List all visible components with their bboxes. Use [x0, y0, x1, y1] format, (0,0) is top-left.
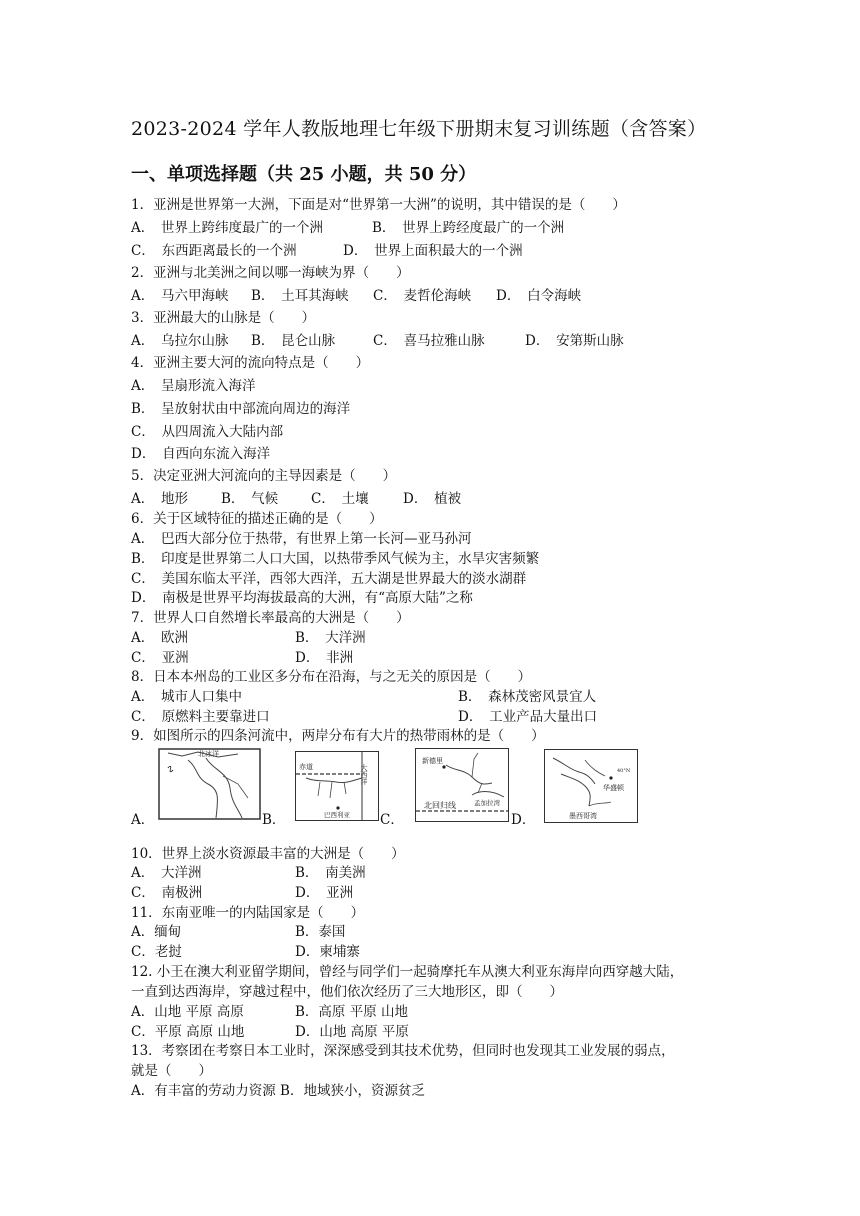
question-12-option-d: D．山地 高原 平原 [295, 1024, 409, 1040]
question-13-stem-line-2: 就是（ ） [131, 1063, 212, 1079]
question-12-option-b: B．高原 平原 山地 [295, 1004, 409, 1020]
question-11-stem: 11．东南亚唯一的内陆国家是（ ） [131, 905, 365, 921]
map-b-drawing [296, 752, 378, 820]
map-c-label-bengal: 孟加拉湾 [474, 799, 500, 807]
question-8-stem: 8．日本本州岛的工业区多分布在沿海，与之无关的原因是（ ） [131, 669, 532, 685]
question-3-option-d: D． 安第斯山脉 [525, 333, 624, 349]
question-11-option-b: B．泰国 [295, 924, 346, 940]
question-5-option-a: A． 地形 [131, 491, 188, 507]
question-6-option-c: C． 美国东临太平洋，西邻大西洋，五大湖是世界最大的淡水湖群 [131, 571, 527, 587]
question-10-stem: 10．世界上淡水资源最丰富的大洲是（ ） [131, 846, 405, 862]
question-6-option-b: B． 印度是世界第二人口大国，以热带季风气候为主，水旱灾害频繁 [131, 551, 540, 567]
map-c-label-newdelhi: 新德里 [422, 757, 443, 765]
map-a [158, 748, 261, 820]
question-4-option-d: D． 自西向东流入海洋 [131, 446, 271, 462]
question-4-option-b: B． 呈放射状由中部流向周边的海洋 [131, 401, 351, 417]
question-9-stem: 9．如图所示的四条河流中，两岸分布有大片的热带雨林的是（ ） [131, 728, 545, 744]
question-6-stem: 6．关于区域特征的描述正确的是（ ） [131, 511, 383, 527]
question-10-option-c: C． 南极洲 [131, 885, 203, 901]
question-7-option-d: D． 非洲 [295, 650, 354, 666]
map-b-label-atlantic: 大西洋 [360, 764, 368, 785]
map-a-drawing [158, 748, 261, 820]
question-1-option-b: B． 世界上跨经度最广的一个洲 [372, 220, 565, 236]
question-10-option-b: B． 南美洲 [295, 865, 366, 881]
question-9-option-b: B． [262, 812, 286, 828]
question-9-option-d: D． [511, 812, 536, 828]
question-2-option-a: A． 马六甲海峡 [131, 288, 229, 304]
question-5-option-d: D． 植被 [403, 491, 462, 507]
scribble-mark: ∿ [163, 762, 177, 777]
question-1-option-a: A． 世界上跨纬度最广的一个洲 [131, 220, 323, 236]
question-5-option-b: B． 气候 [221, 491, 279, 507]
map-d-label-gulf: 墨西哥湾 [569, 812, 597, 820]
question-7-stem: 7．世界人口自然增长率最高的大洲是（ ） [131, 610, 410, 626]
question-3-option-b: B． 昆仑山脉 [251, 333, 336, 349]
map-c-drawing [416, 749, 508, 821]
question-9-option-a: A． [131, 812, 155, 828]
question-12-option-a: A．山地 平原 高原 [131, 1004, 244, 1020]
question-1-stem: 1．亚洲是世界第一大洲，下面是对“世界第一大洲”的说明，其中错误的是（ ） [131, 197, 626, 213]
question-2-option-d: D． 白令海峡 [496, 288, 582, 304]
question-5-option-c: C． 土壤 [311, 491, 369, 507]
question-7-option-c: C． 亚洲 [131, 650, 189, 666]
question-12-stem-line-2: 一直到达西海岸，穿越过程中，他们依次经历了三大地形区，即（ ） [131, 984, 563, 1000]
question-4-option-c: C． 从四周流入大陆内部 [131, 424, 284, 440]
question-1-option-d: D． 世界上面积最大的一个洲 [343, 243, 523, 259]
question-8-option-b: B． 森林茂密风景宜人 [458, 689, 597, 705]
map-d-label-washington: 华盛顿 [603, 784, 624, 792]
question-4-option-a: A． 呈扇形流入海洋 [131, 378, 256, 394]
question-6-option-d: D． 南极是世界平均海拔最高的大洲，有“高原大陆”之称 [131, 590, 473, 606]
question-10-option-d: D． 亚洲 [295, 885, 354, 901]
question-2-option-c: C． 麦哲伦海峡 [373, 288, 472, 304]
question-13-options-ab: A．有丰富的劳动力资源 B．地域狭小，资源贫乏 [131, 1083, 425, 1099]
map-d [544, 749, 638, 823]
question-7-option-b: B． 大洋洲 [295, 630, 366, 646]
map-d-label-lat: 40°N [617, 768, 631, 774]
question-7-option-a: A． 欧洲 [131, 630, 188, 646]
page-title: 2023-2024 学年人教版地理七年级下册期末复习训练题（含答案） [131, 118, 707, 140]
question-2-stem: 2．亚洲与北美洲之间以哪一海峡为界（ ） [131, 265, 410, 281]
question-6-option-a: A． 巴西大部分位于热带，有世界上第一长河—亚马孙河 [131, 531, 472, 547]
question-3-option-a: A． 乌拉尔山脉 [131, 333, 229, 349]
section-heading: 一、单项选择题（共 25 小题，共 50 分） [131, 164, 477, 185]
question-12-option-c: C．平原 高原 山地 [131, 1024, 245, 1040]
question-3-stem: 3．亚洲最大的山脉是（ ） [131, 310, 316, 326]
map-a-label-arctic: 北冰洋 [198, 750, 219, 758]
question-5-stem: 5．决定亚洲大河流向的主导因素是（ ） [131, 468, 397, 484]
map-b-label-equator: 赤道 [299, 763, 313, 771]
question-11-option-d: D．柬埔寨 [295, 944, 360, 960]
question-3-option-c: C． 喜马拉雅山脉 [373, 333, 485, 349]
map-b-label-brasilia: 巴西利亚 [324, 811, 350, 819]
question-10-option-a: A． 大洋洲 [131, 865, 202, 881]
map-b [295, 751, 379, 821]
question-11-option-a: A．缅甸 [131, 924, 182, 940]
question-13-stem-line-1: 13．考察团在考察日本工业时，深深感受到其技术优势，但同时也发现其工业发展的弱点， [131, 1043, 675, 1059]
question-1-option-c: C． 东西距离最长的一个洲 [131, 243, 297, 259]
question-4-stem: 4．亚洲主要大河的流向特点是（ ） [131, 355, 370, 371]
question-2-option-b: B． 土耳其海峡 [251, 288, 349, 304]
question-12-stem-line-1: 12. 小王在澳大利亚留学期间，曾经与同学们一起骑摩托车从澳大利亚东海岸向西穿越大陆， [131, 964, 684, 980]
question-8-option-a: A． 城市人口集中 [131, 689, 242, 705]
question-8-option-c: C． 原燃料主要靠进口 [131, 709, 270, 725]
map-c [415, 748, 509, 822]
question-11-option-c: C．老挝 [131, 944, 182, 960]
map-d-drawing [545, 750, 637, 822]
question-9-option-c: C． [380, 812, 404, 828]
question-8-option-d: D． 工业产品大量出口 [458, 709, 598, 725]
map-c-label-tropic: 北回归线 [424, 801, 456, 810]
